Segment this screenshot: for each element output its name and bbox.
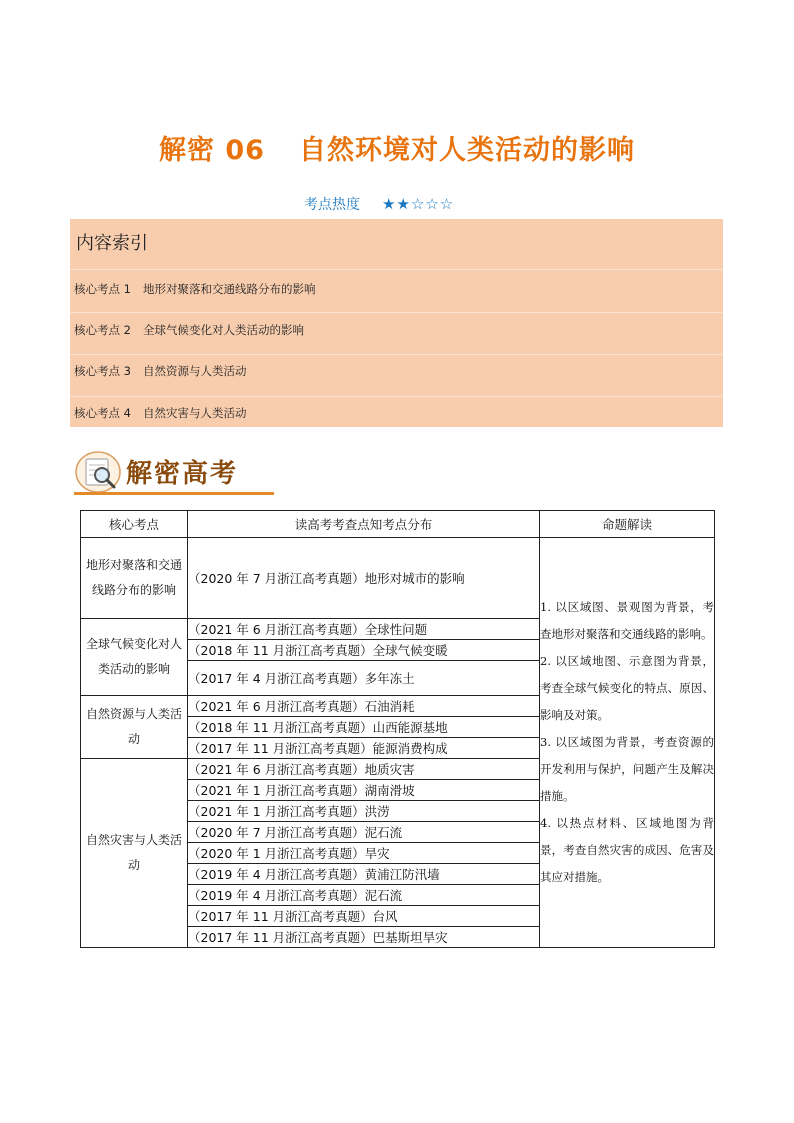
index-item xyxy=(74,363,246,379)
table-row: （2019 年 4 月浙江高考真题）泥石流 xyxy=(188,885,540,906)
table-row: （2021 年 6 月浙江高考真题）全球性问题 xyxy=(188,619,540,640)
index-item-text: 自然灾害与人类活动 xyxy=(142,406,247,420)
interpretation-cell xyxy=(540,538,715,948)
index-title: 内容索引 xyxy=(76,233,148,254)
index-item xyxy=(74,281,315,297)
category-cell: 全球气候变化对人类活动的影响 xyxy=(81,619,188,696)
page-title xyxy=(0,128,794,167)
heat-label: 考点热度 xyxy=(304,197,360,213)
table-row: （2017 年 4 月浙江高考真题）多年冻土 xyxy=(188,661,540,696)
table-row: （2021 年 1 月浙江高考真题）湖南滑坡 xyxy=(188,780,540,801)
table-row: （2021 年 6 月浙江高考真题）地质灾害 xyxy=(188,759,540,780)
index-item-text: 地形对聚落和交通线路分布的影响 xyxy=(142,282,316,296)
interpretation-item: 3. 以区域图为背景，考查资源的开发利用与保护，问题产生及解决措施。 xyxy=(540,735,714,803)
index-item-text: 自然资源与人类活动 xyxy=(142,364,247,378)
table-row: （2017 年 11 月浙江高考真题）能源消费构成 xyxy=(188,738,540,759)
table-row: （2020 年 7 月浙江高考真题）泥石流 xyxy=(188,822,540,843)
index-item-label: 核心考点 4 xyxy=(74,406,131,420)
index-item-label: 核心考点 2 xyxy=(74,323,131,337)
title-text: 自然环境对人类活动的影响 xyxy=(298,135,635,166)
index-item-label: 核心考点 3 xyxy=(74,364,131,378)
category-cell: 地形对聚落和交通线路分布的影响 xyxy=(81,538,188,619)
interpretation-item: 4. 以热点材料、区域地图为背景，考查自然灾害的成因、危害及其应对措施。 xyxy=(540,816,714,884)
heat-rating xyxy=(304,194,454,214)
table-row: （2020 年 7 月浙江高考真题）地形对城市的影响 xyxy=(188,538,540,619)
magnifier-icon xyxy=(76,452,120,492)
heat-stars: ★★☆☆☆ xyxy=(382,195,455,213)
index-item xyxy=(74,405,246,421)
banner-title: 解密高考 xyxy=(126,459,239,489)
title-code: 解密 06 xyxy=(159,135,265,166)
table-row: （2018 年 11 月浙江高考真题）山西能源基地 xyxy=(188,717,540,738)
category-cell: 自然灾害与人类活动 xyxy=(81,759,188,948)
table-header: 核心考点 xyxy=(81,511,188,538)
interpretation-item: 2. 以区域地图、示意图为背景，考查全球气候变化的特点、原因、影响及对策。 xyxy=(540,654,714,722)
interpretation-item: 1. 以区域图、景观图为背景，考查地形对聚落和交通线路的影响。 xyxy=(540,600,714,641)
table-header: 读高考考查点知考点分布 xyxy=(188,511,540,538)
table-header: 命题解读 xyxy=(540,511,715,538)
index-item-text: 全球气候变化对人类活动的影响 xyxy=(142,323,304,337)
index-item-label: 核心考点 1 xyxy=(74,282,131,296)
index-item xyxy=(74,322,304,338)
table-row: （2019 年 4 月浙江高考真题）黄浦江防汛墙 xyxy=(188,864,540,885)
table-row: （2021 年 6 月浙江高考真题）石油消耗 xyxy=(188,696,540,717)
category-cell: 自然资源与人类活动 xyxy=(81,696,188,759)
exam-table xyxy=(80,510,715,948)
table-row: （2021 年 1 月浙江高考真题）洪涝 xyxy=(188,801,540,822)
table-row: （2017 年 11 月浙江高考真题）巴基斯坦旱灾 xyxy=(188,927,540,948)
content-index xyxy=(70,219,723,427)
table-row: （2020 年 1 月浙江高考真题）旱灾 xyxy=(188,843,540,864)
table-row: （2017 年 11 月浙江高考真题）台风 xyxy=(188,906,540,927)
table-row: （2018 年 11 月浙江高考真题）全球气候变暖 xyxy=(188,640,540,661)
